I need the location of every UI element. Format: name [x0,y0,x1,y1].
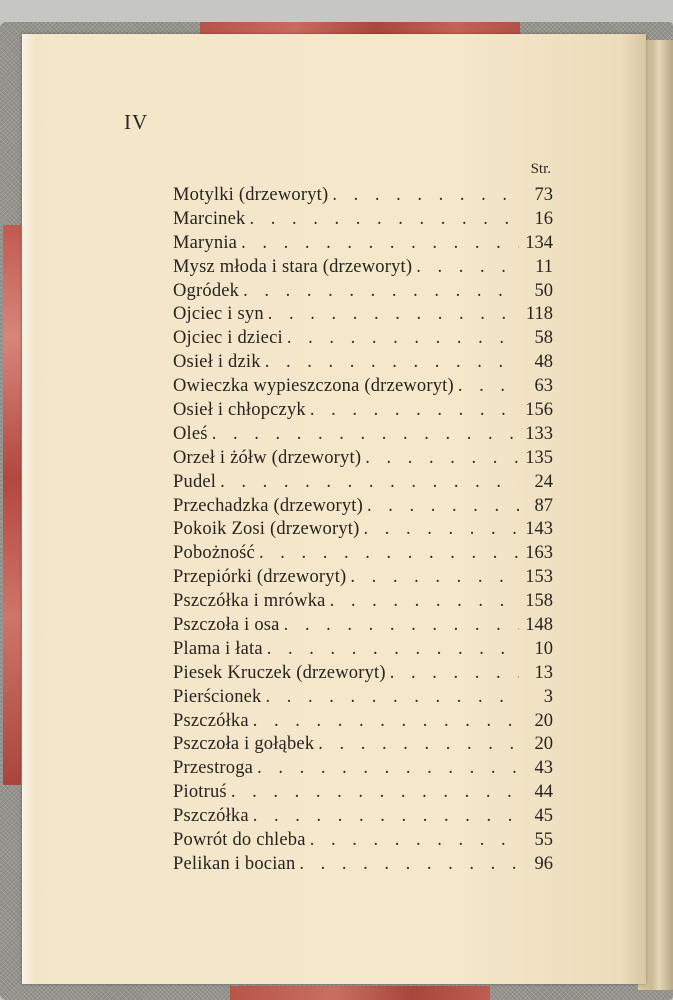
toc-entry-page: 3 [543,686,553,707]
toc-entry-title: Powrót do chleba [173,830,306,851]
toc-entry [173,495,553,519]
toc-entry-page: 143 [525,519,553,540]
toc-entry [173,232,553,256]
toc-entry-title: Marcinek [173,208,246,229]
toc-leader-dots [216,471,519,495]
toc-entry-page: 87 [534,495,553,516]
toc-leader-dots [261,351,519,375]
toc-leader-dots [227,781,519,805]
toc-entry-title: Oleś [173,423,208,444]
page-column-label: Str. [530,161,551,177]
toc-entry-title: Osieł i dzik [173,352,261,373]
toc-entry-title: Ogródek [173,280,240,301]
toc-entry-title: Owieczka wypieszczona (drzeworyt) [173,376,454,397]
toc-leader-dots [253,757,519,781]
toc-entry-title: Pszczółka [173,710,249,731]
toc-entry [173,566,553,590]
toc-entry-title: Pierścionek [173,686,262,707]
toc-entry-title: Pobożność [173,543,255,564]
toc-entry [173,662,553,686]
toc-entry-page: 44 [534,782,553,803]
toc-entry-page: 96 [534,853,553,874]
toc-entry-page: 43 [534,758,553,779]
toc-entry [173,853,553,877]
toc-entry-page: 45 [534,806,553,827]
toc-entry-page: 118 [525,304,553,325]
toc-entry-title: Przestroga [173,758,254,779]
toc-entry-page: 13 [534,662,553,683]
toc-leader-dots [239,280,519,304]
toc-leader-dots [245,208,519,232]
toc-entry [173,757,553,781]
toc-leader-dots [328,184,519,208]
toc-leader-dots [412,256,519,280]
toc-entry-title: Pszczoła i osa [173,615,280,636]
toc-entry [173,184,553,208]
toc-leader-dots [283,327,519,351]
toc-entry [173,327,553,351]
toc-entry-title: Pudel [173,471,217,492]
toc-entry-title: Mysz młoda i stara (drzeworyt) [173,256,413,277]
toc-entry-title: Ojciec i syn [173,304,264,325]
toc-entry-page: 163 [525,543,553,564]
toc-leader-dots [306,829,519,853]
toc-leader-dots [326,590,519,614]
toc-leader-dots [280,614,519,638]
toc-leader-dots [314,733,519,757]
toc-leader-dots [361,447,519,471]
toc-entry [173,542,553,566]
toc-leader-dots [454,375,519,399]
toc-entry [173,303,553,327]
toc-leader-dots [262,686,519,710]
toc-leader-dots [295,853,519,877]
toc-entry [173,781,553,805]
toc-leader-dots [363,495,519,519]
toc-entry-title: Osieł i chłopczyk [173,400,306,421]
toc-entry [173,829,553,853]
toc-entry [173,447,553,471]
toc-entry-title: Piesek Kruczek (drzeworyt) [173,662,386,683]
toc-entry-title: Pokoik Zosi (drzeworyt) [173,519,360,540]
toc-leader-dots [249,710,519,734]
toc-entry [173,805,553,829]
marbled-edge-bottom [230,986,490,1000]
toc-entry [173,471,553,495]
toc-entry-page: 48 [534,352,553,373]
toc-entry-title: Pelikan i bocian [173,853,296,874]
toc-entry [173,351,553,375]
toc-entry [173,256,553,280]
toc-entry [173,638,553,662]
toc-leader-dots [237,232,519,256]
table-of-contents [173,184,553,877]
marbled-edge-left [3,225,21,785]
toc-entry-page: 148 [525,615,553,636]
toc-entry [173,208,553,232]
toc-entry-page: 24 [534,471,553,492]
toc-entry [173,733,553,757]
toc-leader-dots [255,542,519,566]
toc-entry-page: 153 [525,567,553,588]
toc-entry-title: Plama i łata [173,638,263,659]
toc-entry-title: Przechadzka (drzeworyt) [173,495,364,516]
toc-entry [173,686,553,710]
toc-entry-page: 63 [534,376,553,397]
toc-entry-title: Przepiórki (drzeworyt) [173,567,347,588]
toc-entry [173,710,553,734]
toc-entry [173,590,553,614]
toc-leader-dots [359,518,519,542]
toc-entry-page: 55 [534,830,553,851]
toc-entry-page: 16 [534,208,553,229]
toc-entry-title: Pszczółka [173,806,249,827]
toc-entry-title: Ojciec i dzieci [173,328,283,349]
toc-entry-page: 58 [534,328,553,349]
toc-entry-page: 135 [525,447,553,468]
page-number: IV [124,110,149,134]
toc-entry [173,399,553,423]
toc-leader-dots [208,423,519,447]
toc-entry-page: 156 [525,400,553,421]
toc-entry-title: Pszczoła i gołąbek [173,734,315,755]
toc-leader-dots [249,805,519,829]
toc-entry-page: 158 [525,591,553,612]
toc-entry-title: Orzeł i żółw (drzeworyt) [173,447,362,468]
toc-leader-dots [386,662,519,686]
toc-entry-page: 20 [534,734,553,755]
toc-entry [173,614,553,638]
toc-entry-page: 20 [534,710,553,731]
page-gutter [22,34,36,984]
toc-entry-page: 50 [534,280,553,301]
toc-entry-title: Marynia [173,232,238,253]
toc-leader-dots [264,303,519,327]
toc-entry-page: 11 [535,256,553,277]
toc-leader-dots [263,638,519,662]
toc-entry-page: 73 [534,185,553,205]
toc-entry-page: 133 [525,423,553,444]
toc-entry-title: Pszczółka i mrówka [173,591,326,612]
toc-leader-dots [346,566,519,590]
toc-entry [173,423,553,447]
toc-entry-page: 10 [534,638,553,659]
toc-entry-title: Piotruś [173,782,227,803]
toc-entry [173,280,553,304]
toc-entry-title: Motylki (drzeworyt) [173,185,329,205]
toc-entry-page: 134 [525,232,553,253]
toc-entry [173,375,553,399]
toc-entry [173,518,553,542]
toc-leader-dots [306,399,519,423]
